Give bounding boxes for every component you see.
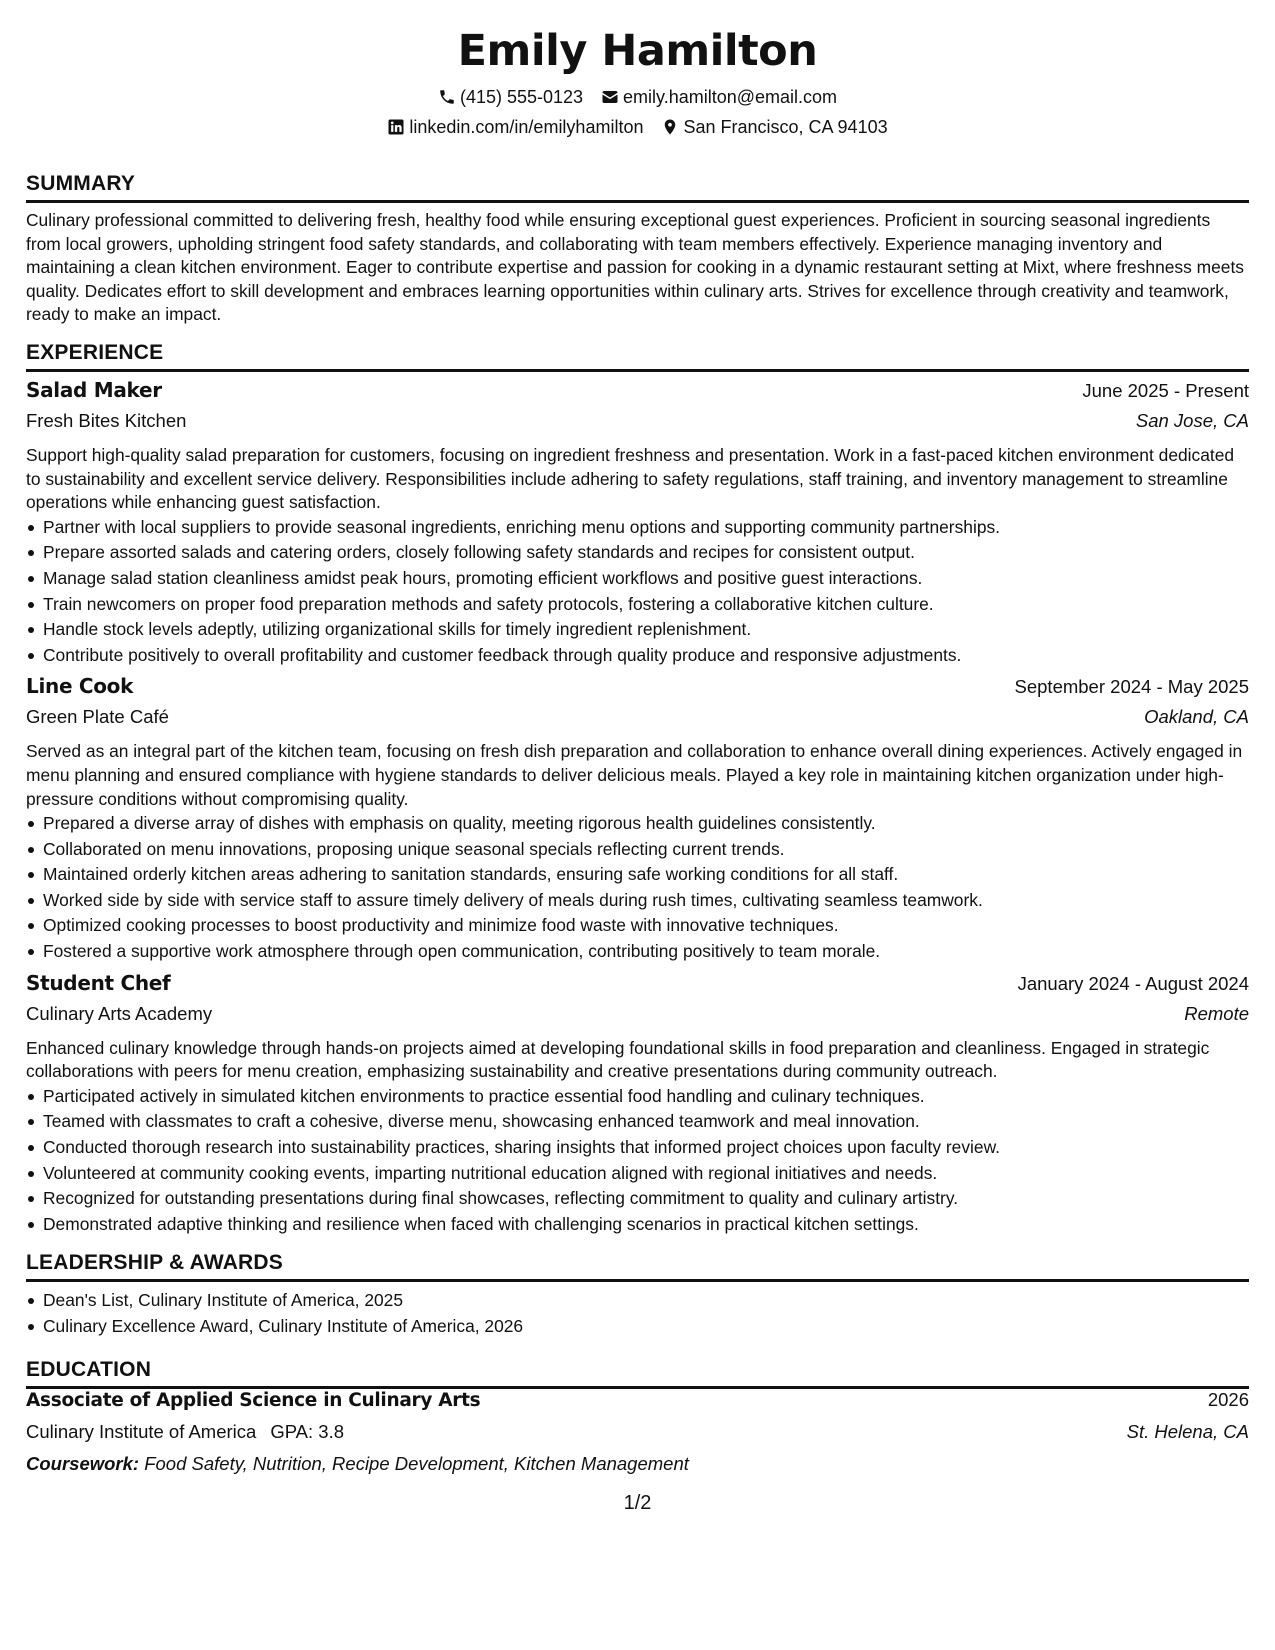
job-header-row: [26, 674, 1249, 706]
job-dates: January 2024 - August 2024: [1017, 972, 1249, 994]
page-number: 1/2: [623, 1492, 652, 1514]
contact-line-2: [26, 112, 1249, 142]
email-address[interactable]: emily.hamilton@email.com: [623, 87, 838, 107]
job-company: Green Plate Café: [26, 706, 169, 728]
email-contact[interactable]: [601, 82, 837, 112]
list-item: Handle stock levels adeptly, utilizing organizational skills for timely ingredient replenishment.: [43, 617, 1249, 643]
map-pin-icon: [661, 118, 679, 136]
school-info: [26, 1421, 344, 1443]
location-contact: [661, 112, 887, 142]
education-header-row: [26, 1389, 1249, 1421]
contact-line-1: [26, 82, 1249, 112]
list-item: Dean's List, Culinary Institute of America, 2025: [43, 1288, 1249, 1314]
list-item: Maintained orderly kitchen areas adhering to sanitation standards, ensuring safe working conditions for all staff.: [43, 862, 1249, 888]
job-description: Support high-quality salad preparation for customers, focusing on ingredient freshness and presentation. Work in a fast-paced kitchen environment dedicated to sustainability and excellent service delivery. Responsibilities include adhering to safety regulations, staff training, and inventory management to streamline operations while enhancing guest satisfaction.: [26, 444, 1235, 513]
section-title-experience: EXPERIENCE: [26, 341, 1249, 372]
education-section: [26, 1358, 1249, 1475]
list-item: Participated actively in simulated kitchen environments to practice essential food handling and culinary techniques.: [43, 1084, 1249, 1110]
experience-section: [26, 341, 1249, 1237]
job-bullets: [26, 515, 1249, 669]
resume-page: [26, 0, 1249, 1475]
job-entry: [26, 971, 1249, 1238]
summary-text: Culinary professional committed to delivering fresh, healthy food while ensuring exceptional guest experiences. Proficient in sourcing seasonal ingredients from local growers, upholding stringent food safety standards, and collaborating with team members effectively. Experience managing inventory and maintaining a clean kitchen environment. Eager to contribute expertise and passion for cooking in a dynamic restaurant setting at Mixt, where freshness meets quality. Dedicates effort to skill development and embraces learning opportunities within culinary arts. Strives for excellence through creativity and teamwork, ready to make an impact.: [26, 210, 1244, 325]
list-item: Partner with local suppliers to provide seasonal ingredients, enriching menu options and supporting community partnerships.: [43, 515, 1249, 541]
job-header-row: [26, 378, 1249, 410]
coursework-list: Food Safety, Nutrition, Recipe Development, Kitchen Management: [144, 1452, 689, 1474]
job-entry: [26, 674, 1249, 964]
list-item: Volunteered at community cooking events, imparting nutritional education aligned with regional initiatives and needs.: [43, 1161, 1249, 1187]
job-location: Oakland, CA: [1144, 706, 1249, 728]
section-title-leadership: LEADERSHIP & AWARDS: [26, 1251, 1249, 1282]
list-item: Prepare assorted salads and catering orders, closely following safety standards and recipes for consistent output.: [43, 540, 1249, 566]
job-company-row: [26, 410, 1249, 440]
list-item: Optimized cooking processes to boost productivity and minimize food waste with innovative techniques.: [43, 913, 1249, 939]
coursework-label: Coursework:: [26, 1452, 140, 1474]
job-bullets: [26, 811, 1249, 965]
list-item: Manage salad station cleanliness amidst peak hours, promoting efficient workflows and positive guest interactions.: [43, 566, 1249, 592]
awards-list: [26, 1288, 1249, 1339]
linkedin-url[interactable]: linkedin.com/in/emilyhamilton: [409, 117, 644, 137]
job-entry: [26, 378, 1249, 668]
phone-contact: [438, 82, 583, 112]
school-location: St. Helena, CA: [1126, 1420, 1249, 1442]
phone-number: (415) 555-0123: [459, 87, 584, 107]
leadership-section: [26, 1251, 1249, 1339]
job-company: Culinary Arts Academy: [26, 1002, 213, 1024]
linkedin-icon: [387, 118, 405, 136]
list-item: Culinary Excellence Award, Culinary Institute of America, 2026: [43, 1314, 1249, 1340]
section-title-education: EDUCATION: [26, 1358, 1249, 1389]
list-item: Train newcomers on proper food preparation methods and safety protocols, fostering a collaborative kitchen culture.: [43, 592, 1249, 618]
coursework: [26, 1453, 1249, 1475]
job-company: Fresh Bites Kitchen: [26, 409, 187, 431]
job-title: Salad Maker: [26, 377, 162, 402]
section-title-summary: SUMMARY: [26, 172, 1249, 203]
job-description: Enhanced culinary knowledge through hands-on projects aimed at developing foundational skills in food preparation and cleanliness. Engaged in strategic collaborations with peers for menu creation, emphasizing sustainability and creative presentations during community outreach.: [26, 1037, 1210, 1082]
linkedin-contact[interactable]: [387, 112, 643, 142]
job-description: Served as an integral part of the kitchen team, focusing on fresh dish preparation and collaboration to enhance overall dining experiences. Actively engaged in menu planning and ensured compliance with hygiene standards to deliver delicious meals. Played a key role in maintaining kitchen organization under high-pressure conditions without compromising quality.: [26, 741, 1243, 809]
job-bullets: [26, 1084, 1249, 1238]
list-item: Conducted thorough research into sustainability practices, sharing insights that informed project choices upon faculty review.: [43, 1135, 1249, 1161]
job-title: Student Chef: [26, 970, 171, 995]
location-text: San Francisco, CA 94103: [683, 117, 888, 137]
summary-section: [26, 172, 1249, 327]
list-item: Demonstrated adaptive thinking and resilience when faced with challenging scenarios in practical kitchen settings.: [43, 1212, 1249, 1238]
list-item: Recognized for outstanding presentations during final showcases, reflecting commitment to quality and culinary artistry.: [43, 1186, 1249, 1212]
list-item: Contribute positively to overall profitability and customer feedback through quality produce and responsive adjustments.: [43, 643, 1249, 669]
job-title: Line Cook: [26, 674, 134, 699]
graduation-year: 2026: [1207, 1388, 1249, 1410]
job-dates: June 2025 - Present: [1082, 379, 1249, 401]
gpa: GPA: 3.8: [270, 1420, 345, 1442]
list-item: Prepared a diverse array of dishes with emphasis on quality, meeting rigorous health guidelines consistently.: [43, 811, 1249, 837]
list-item: Teamed with classmates to craft a cohesive, diverse menu, showcasing enhanced teamwork and meal innovation.: [43, 1109, 1249, 1135]
list-item: Worked side by side with service staff to assure timely delivery of meals during rush times, cultivating seamless teamwork.: [43, 888, 1249, 914]
job-dates: September 2024 - May 2025: [1014, 676, 1249, 698]
school-name: Culinary Institute of America: [26, 1420, 257, 1442]
job-location: San Jose, CA: [1135, 409, 1249, 431]
list-item: Fostered a supportive work atmosphere through open communication, contributing positively to team morale.: [43, 939, 1249, 965]
phone-icon: [438, 88, 456, 106]
degree-name: Associate of Applied Science in Culinary Arts: [26, 1389, 481, 1411]
list-item: Collaborated on menu innovations, proposing unique seasonal specials reflecting current trends.: [43, 837, 1249, 863]
education-school-row: [26, 1421, 1249, 1451]
job-header-row: [26, 971, 1249, 1003]
job-company-row: [26, 706, 1249, 736]
job-location: Remote: [1184, 1002, 1249, 1024]
envelope-icon: [601, 88, 619, 106]
candidate-name: Emily Hamilton: [457, 26, 818, 76]
job-company-row: [26, 1003, 1249, 1033]
